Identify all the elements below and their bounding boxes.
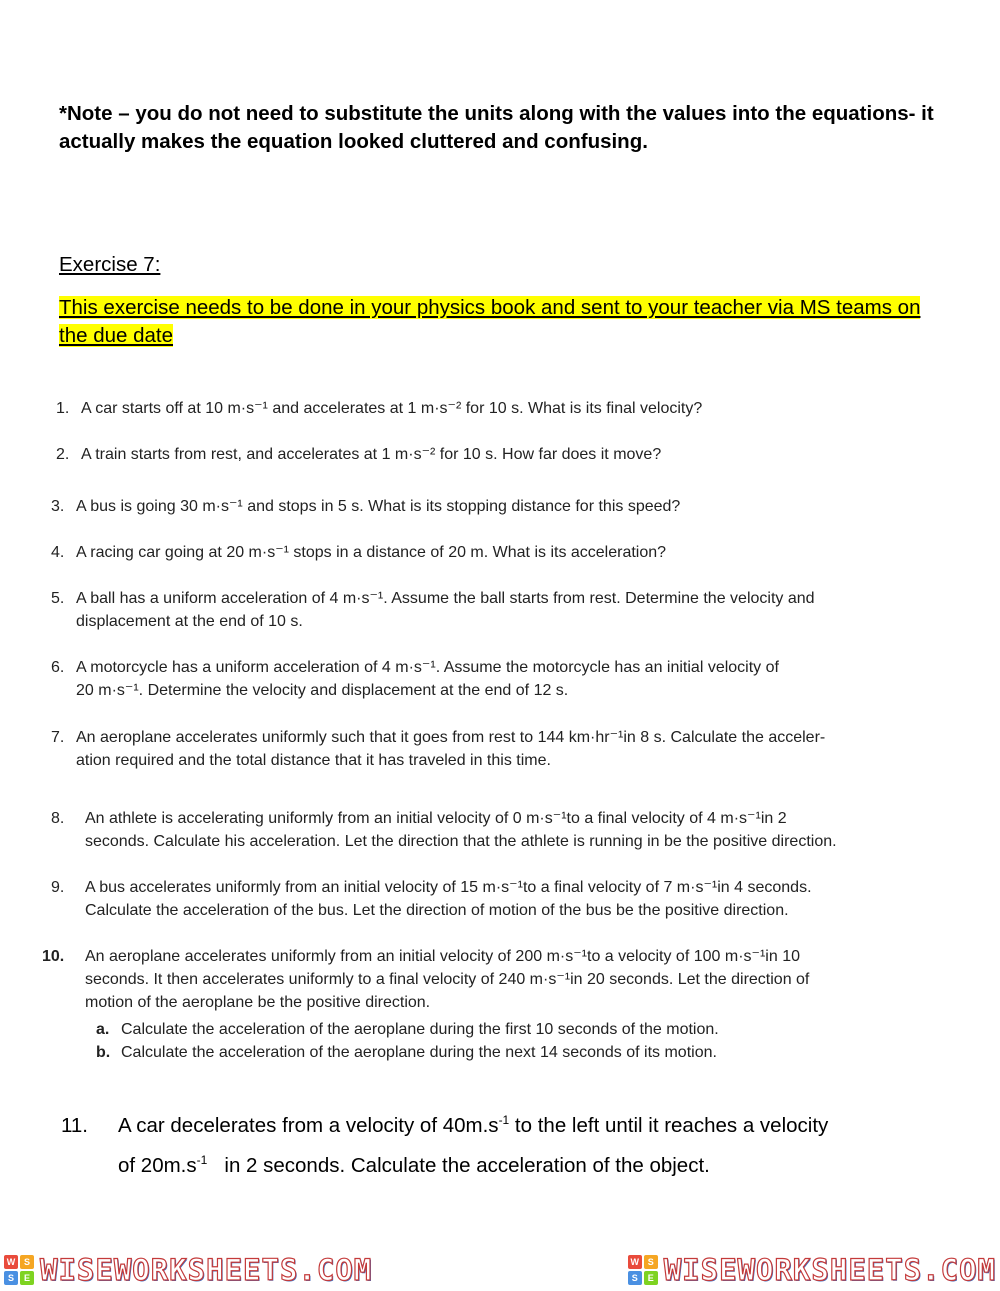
question-text-line: A bus accelerates uniformly from an initial velocity of 15 m·s⁻¹to a final velocity of 7 m·s⁻¹in 4 seconds.: [85, 879, 812, 896]
text-run: A car decelerates from a velocity of 40m.s: [118, 1114, 499, 1137]
question-text: A bus is going 30 m·s⁻¹ and stops in 5 s. What is its stopping distance for this speed?: [76, 498, 681, 515]
question-1: [56, 397, 946, 420]
logo-tile: S: [628, 1271, 642, 1285]
question-10: [42, 945, 942, 1014]
question-text: A racing car going at 20 m·s⁻¹ stops in a distance of 20 m. What is its acceleration?: [76, 544, 667, 561]
subpart-text: Calculate the acceleration of the aeroplane during the first 10 seconds of the motion.: [121, 1021, 719, 1038]
question-number: 5.: [51, 590, 65, 607]
question-11-text: [118, 1106, 938, 1186]
exercise-instruction: [59, 294, 939, 350]
question-11-line-2: [118, 1146, 938, 1186]
question-2: [56, 443, 946, 466]
question-number: 11.: [61, 1114, 88, 1137]
question-text-line: A ball has a uniform acceleration of 4 m·s⁻¹. Assume the ball starts from rest. Determine the velocity and: [76, 590, 815, 607]
subpart-label: b.: [96, 1044, 111, 1061]
watermark-group: [628, 1253, 996, 1287]
question-number: 7.: [51, 729, 65, 746]
watermark-group: [4, 1253, 372, 1287]
subpart-a: [96, 1018, 916, 1041]
question-text-line: An athlete is accelerating uniformly from an initial velocity of 0 m·s⁻¹to a final velocity of 4 m·s⁻¹in 2: [85, 810, 787, 827]
watermark-text: WISEWORKSHEETS.COM: [663, 1253, 996, 1287]
logo-tile: E: [644, 1271, 658, 1285]
exercise-title: Exercise 7:: [59, 253, 161, 276]
question-text-line: A motorcycle has a uniform acceleration of 4 m·s⁻¹. Assume the motorcycle has an initial velocity of: [76, 659, 779, 676]
superscript: -1: [196, 1153, 208, 1168]
logo-tile: S: [20, 1255, 34, 1269]
question-number: 10.: [42, 948, 65, 965]
logo-tile: E: [20, 1271, 34, 1285]
question-number: 4.: [51, 544, 65, 561]
exercise-instruction-text: This exercise needs to be done in your physics book and sent to your teacher via MS teams on the due date: [59, 296, 921, 347]
question-3: [51, 495, 941, 518]
question-number: 6.: [51, 659, 65, 676]
watermark-text: WISEWORKSHEETS.COM: [40, 1253, 373, 1287]
text-run: to the left until it reaches a velocity: [509, 1114, 829, 1137]
question-number: 9.: [51, 879, 65, 896]
note-paragraph: *Note – you do not need to substitute the units along with the values into the equations- it actually makes the equation looked cluttered and confusing.: [59, 102, 934, 153]
question-7: [51, 726, 941, 772]
logo-tile: W: [628, 1255, 642, 1269]
subpart-label: a.: [96, 1021, 110, 1038]
question-text-line: An aeroplane accelerates uniformly from an initial velocity of 200 m·s⁻¹to a velocity of 100 m·s⁻¹in 10: [85, 948, 800, 965]
logo-tile: S: [4, 1271, 18, 1285]
question-text-line: seconds. Calculate his acceleration. Let the direction that the athlete is running in be the positive direction.: [85, 833, 837, 850]
question-9: [51, 876, 941, 922]
wiseworksheets-logo-icon: [4, 1255, 34, 1285]
question-8: [51, 807, 941, 853]
question-number: 8.: [51, 810, 65, 827]
question-text: A train starts from rest, and accelerates at 1 m·s⁻² for 10 s. How far does it move?: [81, 446, 662, 463]
wiseworksheets-logo-icon: [628, 1255, 658, 1285]
question-text-line: An aeroplane accelerates uniformly such that it goes from rest to 144 km·hr⁻¹in 8 s. Calculate the acceler-: [76, 729, 826, 746]
question-text-line: Calculate the acceleration of the bus. Let the direction of motion of the bus be the positive direction.: [85, 902, 789, 919]
question-11-line-1: [118, 1106, 938, 1146]
question-number: 2.: [56, 446, 70, 463]
question-number: 3.: [51, 498, 65, 515]
question-text: A car starts off at 10 m·s⁻¹ and accelerates at 1 m·s⁻² for 10 s. What is its final velocity?: [81, 400, 703, 417]
question-number: 1.: [56, 400, 70, 417]
logo-tile: S: [644, 1255, 658, 1269]
question-4: [51, 541, 941, 564]
subpart-b: [96, 1041, 916, 1064]
text-run: of 20m.s: [118, 1154, 197, 1177]
question-5: [51, 587, 941, 633]
watermark-banner: [0, 1252, 1000, 1288]
question-text-line: ation required and the total distance that it has traveled in this time.: [76, 752, 551, 769]
question-text-line: motion of the aeroplane be the positive direction.: [85, 994, 431, 1011]
question-6: [51, 656, 941, 702]
logo-tile: W: [4, 1255, 18, 1269]
question-text-line: seconds. It then accelerates uniformly to a final velocity of 240 m·s⁻¹in 20 seconds. Let the direction of: [85, 971, 810, 988]
text-run: in 2 seconds. Calculate the acceleration of the object.: [207, 1154, 710, 1177]
superscript: -1: [498, 1113, 510, 1128]
question-text-line: displacement at the end of 10 s.: [76, 613, 303, 630]
question-text-line: 20 m·s⁻¹. Determine the velocity and displacement at the end of 12 s.: [76, 682, 569, 699]
subpart-text: Calculate the acceleration of the aeroplane during the next 14 seconds of its motion.: [121, 1044, 717, 1061]
